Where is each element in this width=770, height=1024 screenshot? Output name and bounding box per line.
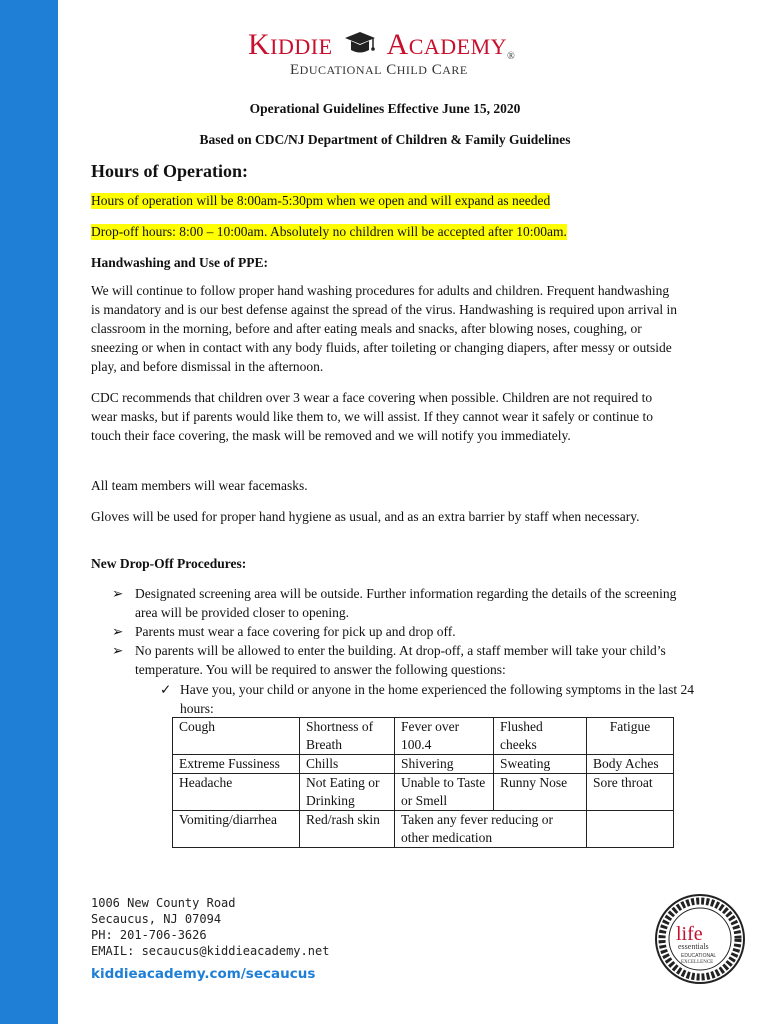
email-address: EMAIL: secaucus@kiddieacademy.net [91,944,330,958]
logo-letter: A [386,28,409,61]
document-subtitle: Based on CDC/NJ Department of Children & Family Guidelines [199,132,571,147]
handwashing-heading: Handwashing and Use of PPE: [91,255,269,270]
table-cell: Sore throat [587,774,674,811]
graduation-cap-icon [343,28,377,58]
logo-letters: IDDIE [270,34,333,59]
table-cell: Chills [300,755,395,774]
table-row [173,718,674,755]
symptom-question [158,680,710,718]
tagline-letters: DUCATIONAL [299,63,382,77]
table-cell: Taken any fever reducing or other medication [395,811,587,848]
logo-wordmark [248,28,515,62]
team-mask-paragraph: All team members will wear facemasks. [91,478,308,493]
hours-heading: Hours of Operation: [91,161,248,181]
dropoff-bullet-list [112,584,692,679]
list-item-text: Designated screening area will be outside. Further information regarding the details of the screening area will be provided closer to opening. [135,586,677,620]
table-cell: Headache [173,774,300,811]
table-cell: Not Eating or Drinking [300,774,395,811]
logo-letters: CADEMY [408,34,508,59]
kiddie-academy-logo [248,28,538,82]
document-title: Operational Guidelines Effective June 15, 2020 [249,101,521,116]
seal-line-4: EXCELLENCE [681,960,714,965]
table-cell: Sweating [494,755,587,774]
table-cell: Fatigue [587,718,674,755]
side-color-bar [0,0,58,1024]
table-cell: Shivering [395,755,494,774]
list-item [112,641,692,679]
list-item [112,622,692,641]
table-cell: Unable to Taste or Smell [395,774,494,811]
list-item [112,584,692,622]
table-cell [587,811,674,848]
life-essentials-seal [654,893,746,985]
hours-highlight-2: Drop-off hours: 8:00 – 10:00am. Absolutely no children will be accepted after 10:00am. [91,224,567,239]
gloves-paragraph: Gloves will be used for proper hand hygiene as usual, and as an extra barrier by staff when necessary. [91,509,640,524]
symptoms-table [172,717,674,848]
seal-main-text: life [676,923,703,945]
table-cell: Extreme Fussiness [173,755,300,774]
table-cell: Vomiting/diarrhea [173,811,300,848]
contact-block [91,895,329,959]
symptom-question-text: Have you, your child or anyone in the home experienced the following symptoms in the last 24 hours: [180,682,695,716]
mask-paragraph: CDC recommends that children over 3 wear a face covering when possible. Children are not required to wear masks, but if parents would like them to, we will assist. If they cannot wear it safely or continue to touch their face covering, the mask will be removed and we will notify you immediately. [91,390,653,443]
tagline-letter: C [386,62,397,78]
arrow-bullet-icon: ➢ [112,643,124,658]
table-cell: Red/rash skin [300,811,395,848]
logo-tagline [290,62,468,79]
tagline-letter: C [431,62,443,78]
seal-sub-text: essentials [678,942,709,951]
address-line-1: 1006 New County Road [91,896,236,910]
tagline-letters: ARE [442,63,468,77]
website-link[interactable]: kiddieacademy.com/secaucus [91,966,316,982]
address-line-2: Secaucus, NJ 07094 [91,912,222,926]
table-row [173,811,674,848]
dropoff-heading: New Drop-Off Procedures: [91,556,247,571]
table-cell: Runny Nose [494,774,587,811]
table-cell: Cough [173,718,300,755]
list-item-text: No parents will be allowed to enter the building. At drop-off, a staff member will take your child’s temperature. You will be required to answer the following questions: [135,643,666,677]
logo-letter: K [248,28,271,61]
hours-highlight-1: Hours of operation will be 8:00am-5:30pm when we open and will expand as needed [91,193,551,208]
tagline-letters: HILD [396,63,428,77]
tagline-letter: E [290,62,300,78]
check-mark-icon: ✓ [160,682,172,697]
handwashing-paragraph: We will continue to follow proper hand washing procedures for adults and children. Frequent handwashing is mandatory and is our best defense against the spread of the virus. Handwashing is required upon arrival in classroom in the morning, before and after eating meals and snacks, after blowing noses, coughing, or sneezing or when in contact with any body fluids, after toileting or changing diapers, after messy or outside play, and before dismissal in the afternoon. [91,283,677,374]
seal-line-3: EDUCATIONAL [681,953,717,959]
list-item-text: Parents must wear a face covering for pick up and drop off. [135,624,456,639]
table-cell: Body Aches [587,755,674,774]
table-cell: Fever over 100.4 [395,718,494,755]
table-row [173,755,674,774]
arrow-bullet-icon: ➢ [112,624,124,639]
arrow-bullet-icon: ➢ [112,586,124,601]
table-row [173,774,674,811]
table-cell: Flushed cheeks [494,718,587,755]
table-cell: Shortness of Breath [300,718,395,755]
registered-mark: ® [507,51,516,62]
phone-number: PH: 201-706-3626 [91,928,207,942]
